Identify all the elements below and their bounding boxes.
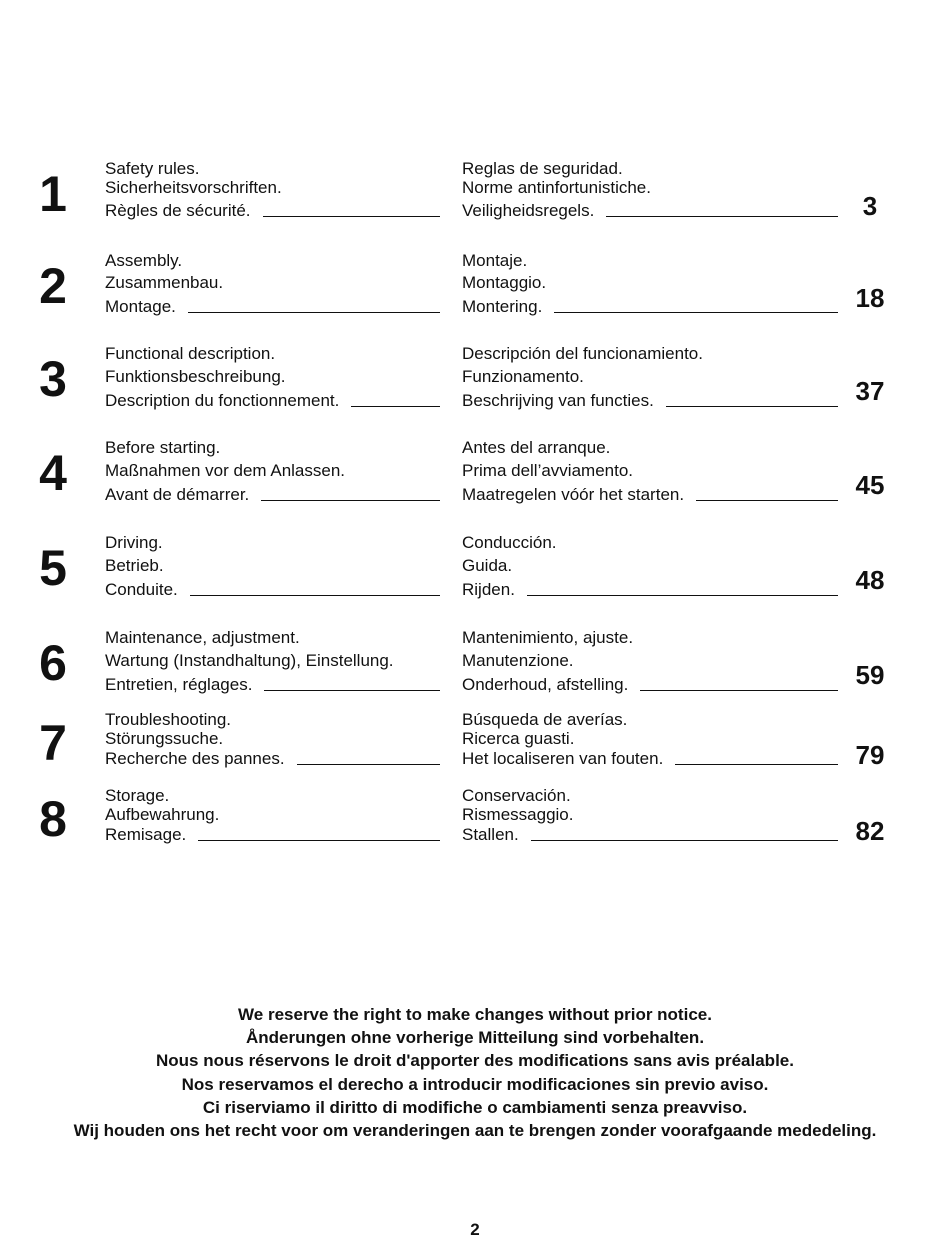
toc-line-text: Sicherheitsvorschriften. [105, 178, 282, 197]
toc-line [105, 806, 440, 825]
toc-line [462, 530, 838, 553]
toc-line [105, 435, 440, 458]
toc-column-left [105, 711, 440, 769]
toc-line-text: Maatregelen vóór het starten. [462, 485, 685, 504]
toc-line [462, 576, 838, 600]
toc-line [105, 458, 440, 481]
toc-line-text: Ricerca guasti. [462, 729, 575, 748]
toc-line [105, 271, 440, 293]
toc-line [462, 435, 838, 458]
notice-line-nl: Wij houden ons het recht voor om veranderingen aan te brengen zonder voorafgaande mededeling. [73, 1121, 877, 1141]
toc-line-text: Maßnahmen vor dem Anlassen. [105, 461, 346, 480]
toc-column-right [462, 341, 838, 411]
toc-line-text: Prima dell’avviamento. [462, 461, 634, 480]
toc-line-text: Before starting. [105, 438, 221, 457]
toc-line [462, 553, 838, 576]
toc-line [462, 625, 838, 648]
toc-line-text: Betrieb. [105, 556, 164, 575]
toc-line-text: Entretien, réglages. [105, 675, 253, 694]
toc-line-text: Mantenimiento, ajuste. [462, 628, 634, 647]
toc-line-text: Assembly. [105, 251, 183, 270]
toc-line-text: Description du fonctionnement. [105, 391, 340, 410]
toc-line-text: Aufbewahrung. [105, 805, 220, 824]
toc-line [105, 249, 440, 271]
toc-line-text: Conduite. [105, 580, 178, 599]
toc-line [462, 711, 838, 730]
toc-line [462, 749, 838, 769]
toc-line [105, 530, 440, 553]
toc-column-right [462, 435, 838, 505]
leader-line [531, 840, 838, 841]
toc-line [462, 481, 838, 505]
toc-line-text: Troubleshooting. [105, 710, 232, 729]
toc-line-text: Recherche des pannes. [105, 749, 285, 768]
toc-line [462, 825, 838, 845]
toc-column-right [462, 711, 838, 769]
toc-line-text: Maintenance, adjustment. [105, 628, 300, 647]
toc-line-text: Funzionamento. [462, 367, 584, 386]
leader-line [527, 595, 838, 596]
toc-line [105, 341, 440, 364]
toc-line [105, 179, 440, 198]
leader-line [297, 764, 440, 765]
toc-column-right [462, 625, 838, 695]
page-number: 2 [470, 1220, 480, 1239]
toc-line [462, 787, 838, 806]
toc-line-text: Reglas de seguridad. [462, 159, 623, 178]
toc-line-text: Störungssuche. [105, 729, 224, 748]
toc-line-text: Onderhoud, afstelling. [462, 675, 629, 694]
toc-line [462, 249, 838, 271]
section-number: 3 [39, 351, 67, 407]
notice-line-es: Nos reservamos el derecho a introducir modificaciones sin previo aviso. [181, 1074, 769, 1094]
toc-line [462, 648, 838, 671]
toc-column-left [105, 341, 440, 411]
toc-line-text: Descripción del funcionamiento. [462, 344, 703, 363]
toc-column-left [105, 249, 440, 317]
toc-column-right [462, 249, 838, 317]
toc-line-text: Veiligheidsregels. [462, 201, 595, 220]
toc-line [462, 293, 838, 317]
section-page-number: 79 [855, 740, 885, 770]
toc-line [105, 671, 440, 695]
toc-line-text: Montage. [105, 297, 176, 316]
section-number: 8 [39, 791, 67, 847]
toc-line-text: Norme antinfortunistiche. [462, 178, 651, 197]
section-page-number: 3 [862, 191, 878, 221]
toc-line [462, 458, 838, 481]
leader-line [554, 312, 838, 313]
notice-line-fr: Nous nous réservons le droit d'apporter des modifications sans avis préalable. [156, 1051, 794, 1071]
toc-line [105, 648, 440, 671]
toc-line-text: Safety rules. [105, 159, 200, 178]
toc-line [105, 293, 440, 317]
section-page-number: 45 [855, 470, 885, 500]
leader-line [675, 764, 838, 765]
toc-line [105, 161, 440, 179]
toc-line-text: Rismessaggio. [462, 805, 574, 824]
toc-column-left [105, 435, 440, 505]
toc-line-text: Rijden. [462, 580, 515, 599]
toc-line-text: Manutenzione. [462, 651, 574, 670]
toc-column-right [462, 530, 838, 600]
section-page-number: 82 [855, 816, 885, 846]
toc-line [105, 553, 440, 576]
toc-line-text: Beschrijving van functies. [462, 391, 654, 410]
toc-line-text: Antes del arranque. [462, 438, 611, 457]
toc-line-text: Búsqueda de averías. [462, 710, 628, 729]
toc-column-left [105, 625, 440, 695]
toc-line-text: Driving. [105, 533, 163, 552]
notice-line-de: Ånderungen ohne vorherige Mitteilung sind vorbehalten. [245, 1028, 705, 1048]
leader-line [666, 406, 838, 407]
toc-line-text: Montering. [462, 297, 543, 316]
toc-line [105, 481, 440, 505]
toc-line [462, 198, 838, 221]
toc-line [105, 787, 440, 806]
toc-column-left [105, 161, 440, 221]
toc-line [105, 730, 440, 749]
toc-line [105, 364, 440, 387]
notice-line-it: Ci riserviamo il diritto di modifiche o cambiamenti senza preavviso. [202, 1097, 748, 1117]
toc-line-text: Règles de sécurité. [105, 201, 251, 220]
section-page-number: 37 [855, 376, 885, 406]
section-page-number: 59 [855, 660, 885, 690]
toc-line [105, 576, 440, 600]
toc-line-text: Conservación. [462, 786, 571, 805]
leader-line [198, 840, 440, 841]
toc-line-text: Functional description. [105, 344, 276, 363]
leader-line [261, 500, 440, 501]
section-number: 4 [39, 445, 67, 501]
toc-column-left [105, 787, 440, 845]
toc-line-text: Montaje. [462, 251, 528, 270]
toc-line-text: Het localiseren van fouten. [462, 749, 664, 768]
toc-column-right [462, 161, 838, 221]
section-page-number: 48 [855, 565, 885, 595]
leader-line [263, 216, 440, 217]
section-number: 2 [39, 258, 67, 314]
leader-line [188, 312, 440, 313]
section-number: 7 [39, 715, 67, 771]
change-notice [40, 1003, 910, 1142]
toc-line [105, 625, 440, 648]
leader-line [351, 406, 440, 407]
toc-line [105, 198, 440, 221]
leader-line [606, 216, 838, 217]
toc-line [462, 341, 838, 364]
toc-line-text: Wartung (Instandhaltung), Einstellung. [105, 651, 394, 670]
leader-line [190, 595, 440, 596]
toc-column-left [105, 530, 440, 600]
toc-line [462, 806, 838, 825]
toc-line-text: Storage. [105, 786, 170, 805]
toc-line-text: Avant de démarrer. [105, 485, 250, 504]
toc-line [462, 161, 838, 179]
toc-line-text: Remisage. [105, 825, 187, 844]
toc-line [462, 671, 838, 695]
toc-line-text: Stallen. [462, 825, 519, 844]
section-page-number: 18 [855, 283, 885, 313]
toc-line-text: Funktionsbeschreibung. [105, 367, 286, 386]
toc-line [105, 711, 440, 730]
toc-line [462, 364, 838, 387]
toc-line [105, 749, 440, 769]
toc-line [105, 825, 440, 845]
notice-line-en: We reserve the right to make changes without prior notice. [238, 1005, 712, 1024]
toc-line [462, 179, 838, 198]
toc-line-text: Montaggio. [462, 273, 547, 292]
toc-line-text: Guida. [462, 556, 513, 575]
leader-line [264, 690, 440, 691]
section-number: 5 [39, 540, 67, 596]
section-number: 1 [39, 166, 67, 222]
toc-line-text: Conducción. [462, 533, 557, 552]
toc-line-text: Zusammenbau. [105, 273, 224, 292]
leader-line [696, 500, 838, 501]
toc-column-right [462, 787, 838, 845]
toc-line [462, 387, 838, 411]
toc-line [462, 271, 838, 293]
toc-line [462, 730, 838, 749]
section-number: 6 [39, 635, 67, 691]
toc-line [105, 387, 440, 411]
leader-line [640, 690, 838, 691]
